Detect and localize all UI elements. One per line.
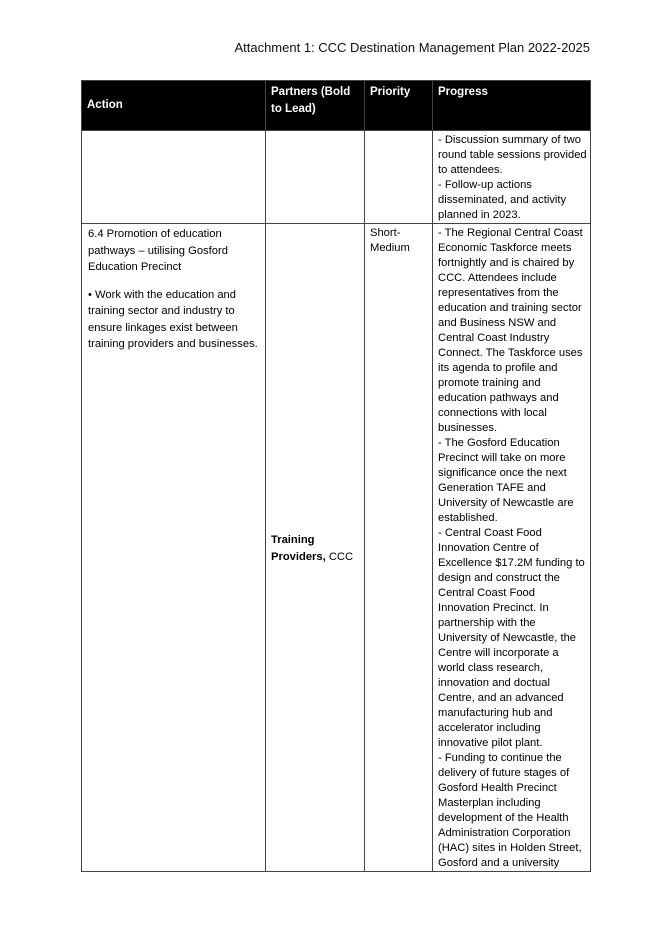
partners-cell bbox=[266, 224, 365, 872]
column-header-priority: Priority bbox=[365, 81, 433, 131]
page-header-title: Attachment 1: CCC Destination Management Plan 2022-2025 bbox=[234, 40, 590, 55]
column-header-partners: Partners (Bold to Lead) bbox=[266, 81, 365, 131]
partners-other: CCC bbox=[328, 550, 354, 563]
progress-cell bbox=[433, 224, 591, 872]
priority-cell-empty bbox=[365, 131, 433, 224]
progress-item: - The Regional Central Coast Economic Taskforce meets fortnightly and is chaired by CCC. Attendees include representatives from the education and training sector and Business NSW and Central Coast Industry Connect. The Taskforce uses its agenda to profile and promote training and education pathways and connections with local businesses. bbox=[438, 227, 583, 434]
partners-cell-empty bbox=[266, 131, 365, 224]
progress-item: - Follow-up actions disseminated, and activity planned in 2023. bbox=[438, 179, 567, 221]
progress-item: - Funding to continue the delivery of future stages of Gosford Health Precinct Masterplan including development of the Health Administration Corporation (HAC) sites in Holden Street, Gosford and a university bbox=[438, 752, 582, 869]
table-header-row bbox=[82, 81, 591, 131]
table-row-continued bbox=[82, 131, 591, 224]
priority-cell: Short-Medium bbox=[365, 224, 433, 872]
column-header-progress: Progress bbox=[433, 81, 591, 131]
column-header-action: Action bbox=[82, 81, 266, 131]
progress-item: - Discussion summary of two round table sessions provided to attendees. bbox=[438, 134, 587, 176]
action-cell bbox=[82, 224, 266, 872]
action-cell-empty bbox=[82, 131, 266, 224]
action-detail: • Work with the education and training sector and industry to ensure linkages exist between training providers and businesses. bbox=[88, 288, 258, 350]
action-title: 6.4 Promotion of education pathways – utilising Gosford Education Precinct bbox=[88, 228, 228, 273]
destination-plan-table bbox=[81, 80, 591, 872]
partners-lead: Training Providers, bbox=[271, 533, 326, 563]
progress-cell-continued bbox=[433, 131, 591, 224]
progress-item: - Central Coast Food Innovation Centre of Excellence $17.2M funding to design and construct the Central Coast Food Innovation Precinct. In partnership with the University of Newcastle, the Centre will incorporate a world class research, innovation and doctual Centre, and an advanced manufacturing hub and accelerator including innovative pilot plant. bbox=[438, 527, 585, 749]
table-row-6-4 bbox=[82, 224, 591, 872]
progress-item: - The Gosford Education Precinct will take on more significance once the next Generation TAFE and University of Newcastle are established. bbox=[438, 437, 574, 524]
